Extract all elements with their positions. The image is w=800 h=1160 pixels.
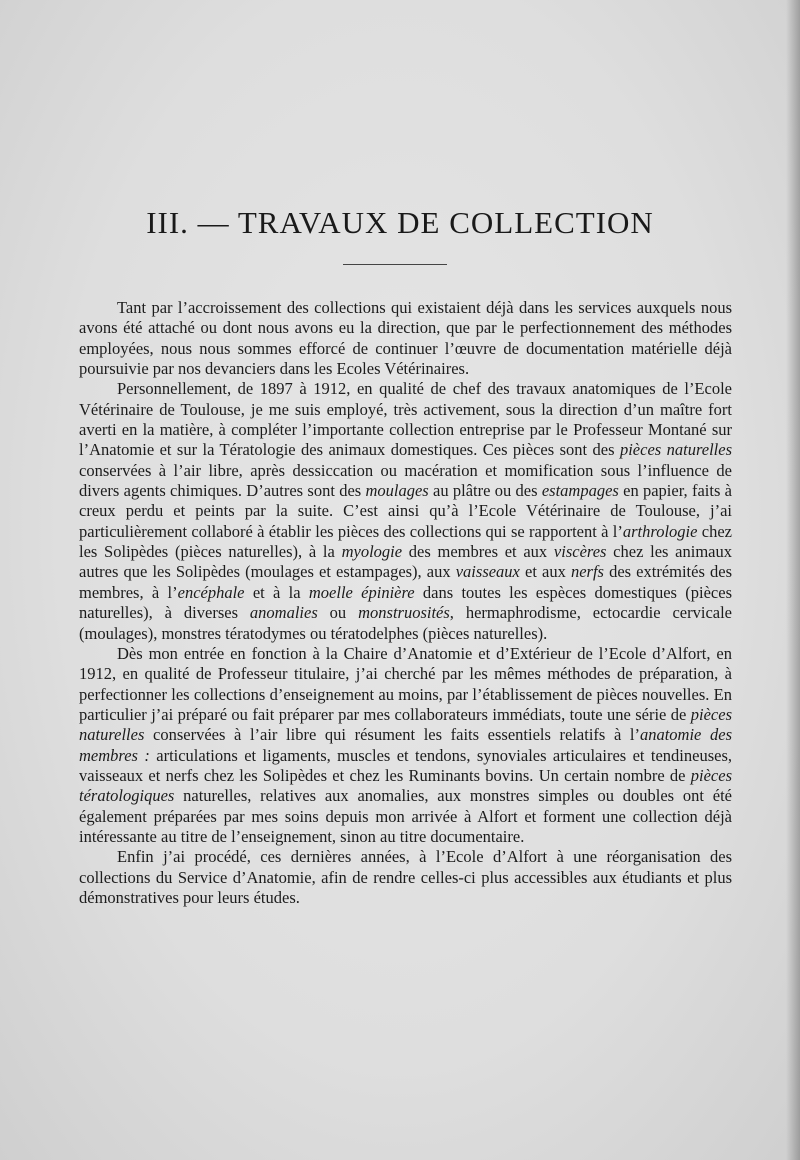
text-run: chez les animaux autres que les Solipèdes (moulages et estampages), aux	[79, 542, 733, 582]
italic-term: anomalies	[249, 603, 318, 623]
italic-term: monstruosités	[358, 603, 450, 623]
paragraph	[79, 379, 732, 643]
paragraph	[79, 847, 732, 908]
text-run: et aux	[519, 562, 571, 582]
text-run: et à la	[244, 582, 309, 602]
text-run: naturelles, relatives aux anomalies, aux monstres simples ou doubles ont été également préparées par mes soins depuis mon arrivée à Alfort et forment une collection déjà intéressante au titre de l’enseignement, sinon au titre documentaire.	[79, 786, 732, 846]
paragraph	[79, 298, 732, 379]
body-text	[79, 298, 732, 908]
text-run: Tant par l’accroissement des collections qui existaient déjà dans les services auxquels nous avons été attaché ou dont nous avons eu la direction, que par le perfectionnement des méthodes employées, nous nous sommes efforcé de continuer l’œuvre de documentation matérielle déjà poursuivie par nos devanciers dans les Ecoles Vétérinaires.	[79, 298, 732, 379]
page-edge-shadow	[786, 0, 800, 1160]
text-run: Dès mon entrée en fonction à la Chaire d’Anatomie et d’Extérieur de l’Ecole d’Alfort, en 1912, en qualité de Professeur titulaire, j’ai cherché par les mêmes méthodes de préparation, à perfectionner les collections d’enseignement au moins, par l’établissement de pièces nouvelles. En particulier j’ai préparé ou fait préparer par mes collaborateurs immédiats, toute une série de	[79, 643, 732, 724]
text-run: Personnellement, de 1897 à 1912, en qualité de chef des travaux anatomiques de l’Ecole Vétérinaire de Toulouse, je me suis employé, très activement, sous la direction d’un maître fort averti en la matière, à compléter l’importante collection entreprise par le Professeur Montané sur l’Anatomie et sur la Tératologie des animaux domestiques. Ces pièces sont des	[79, 379, 732, 460]
text-run: des membres et aux	[402, 542, 554, 562]
text-run: des extrémités des membres, à l’	[79, 562, 732, 602]
text-run: conservées à l’air libre, après dessiccation ou macération et momification sous l’influence de divers agents chimiques. D’autres sont des	[79, 460, 732, 501]
text-run: chez les Solipèdes (pièces naturelles), à la	[79, 521, 732, 562]
italic-term: estampages	[541, 481, 619, 501]
italic-term: arthrologie	[622, 521, 698, 541]
text-run: ou	[317, 603, 359, 623]
italic-term: vaisseaux	[455, 562, 520, 582]
section-heading: III. — TRAVAUX DE COLLECTION	[146, 205, 654, 240]
italic-term: myologie	[341, 542, 403, 562]
italic-term: anatomie des membres :	[79, 725, 732, 765]
italic-term: pièces tératologiques	[79, 765, 732, 806]
italic-term: moulages	[365, 481, 429, 501]
text-run: dans toutes les espèces domestiques (pièces naturelles), à diverses	[79, 582, 733, 623]
italic-term: nerfs	[570, 562, 604, 582]
italic-term: pièces naturelles	[79, 704, 732, 745]
italic-term: encéphale	[177, 582, 245, 602]
text-run: articulations et ligaments, muscles et tendons, synoviales articulaires et tendineuses, vaisseaux et nerfs chez les Solipèdes et chez les Ruminants bovins. Un certain nombre de	[79, 745, 733, 785]
italic-term: moelle épinière	[308, 582, 415, 602]
heading-rule	[343, 264, 447, 265]
text-run: Enfin j’ai procédé, ces dernières années, à l’Ecole d’Alfort à une réorganisation des collections du Service d’Anatomie, afin de rendre celles-ci plus accessibles aux étudiants et plus démonstratives pour leurs études.	[79, 847, 732, 907]
text-run: conservées à l’air libre qui résument les faits essentiels relatifs à l’	[144, 725, 640, 745]
paragraph	[79, 644, 732, 847]
italic-term: viscères	[553, 542, 607, 562]
text-run: , hermaphrodisme, ectocardie cervicale (moulages), monstres tératodymes ou tératodelphes (pièces naturelles).	[79, 603, 733, 643]
text-run: en papier, faits à creux perdu et peints par la suite. C’est ainsi qu’à l’Ecole Vétérinaire de Toulouse, j’ai particulièrement collaboré à établir les pièces des collections qui se rapportent à l’	[79, 481, 732, 541]
text-run: au plâtre ou des	[428, 481, 542, 501]
italic-term: pièces naturelles	[619, 440, 733, 460]
